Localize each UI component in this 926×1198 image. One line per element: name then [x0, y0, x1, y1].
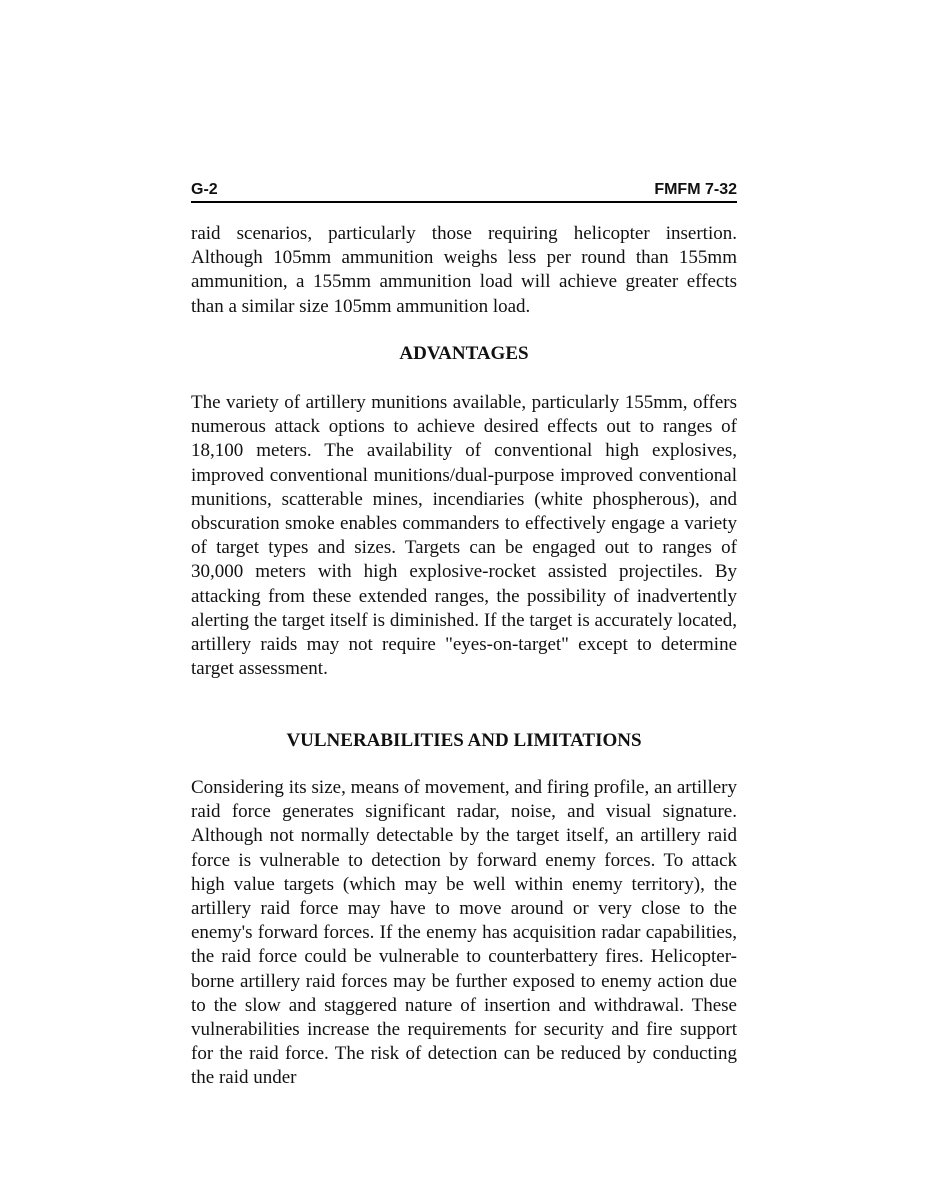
- intro-paragraph: raid scenarios, particularly those requiring helicopter insertion. Although 105mm ammunition weighs less per round than 155mm ammunition, a 155mm ammunition load will achieve greater effects than a similar size 105mm ammunition load.: [191, 223, 737, 317]
- advantages-heading: ADVANTAGES: [399, 343, 529, 364]
- page-header: [191, 181, 737, 203]
- document-title: FMFM 7-32: [654, 181, 737, 198]
- vulnerabilities-heading: VULNERABILITIES AND LIMITATIONS: [286, 730, 642, 751]
- page-number: G-2: [191, 181, 218, 198]
- advantages-paragraph: The variety of artillery munitions available, particularly 155mm, offers numerous attack options to achieve desired effects out to ranges of 18,100 meters. The availability of conventional high explosives, improved conventional munitions/dual-purpose improved conventional munitions, scatterable mines, incendiaries (white phospherous), and obscuration smoke enables commanders to effectively engage a variety of target types and sizes. Targets can be engaged out to ranges of 30,000 meters with high explosive-rocket assisted projectiles. By attacking from these extended ranges, the possibility of inadvertently alerting the target itself is diminished. If the target is accurately located, artillery raids may not require "eyes-on-target" except to determine target assessment.: [191, 392, 737, 680]
- vulnerabilities-paragraph: Considering its size, means of movement, and firing profile, an artillery raid force generates significant radar, noise, and visual signature. Although not normally detectable by the target itself, an artillery raid force is vulnerable to detection by forward enemy forces. To attack high value targets (which may be well within enemy territory), the artillery raid force may have to move around or very close to the enemy's forward forces. If the enemy has acquisition radar capabilities, the raid force could be vulnerable to counterbattery fires. Helicopter-borne artillery raid forces may be further exposed to enemy action due to the slow and staggered nature of insertion and withdrawal. These vulnerabilities increase the requirements for security and fire support for the raid force. The risk of detection can be reduced by conducting the raid under: [191, 777, 737, 1089]
